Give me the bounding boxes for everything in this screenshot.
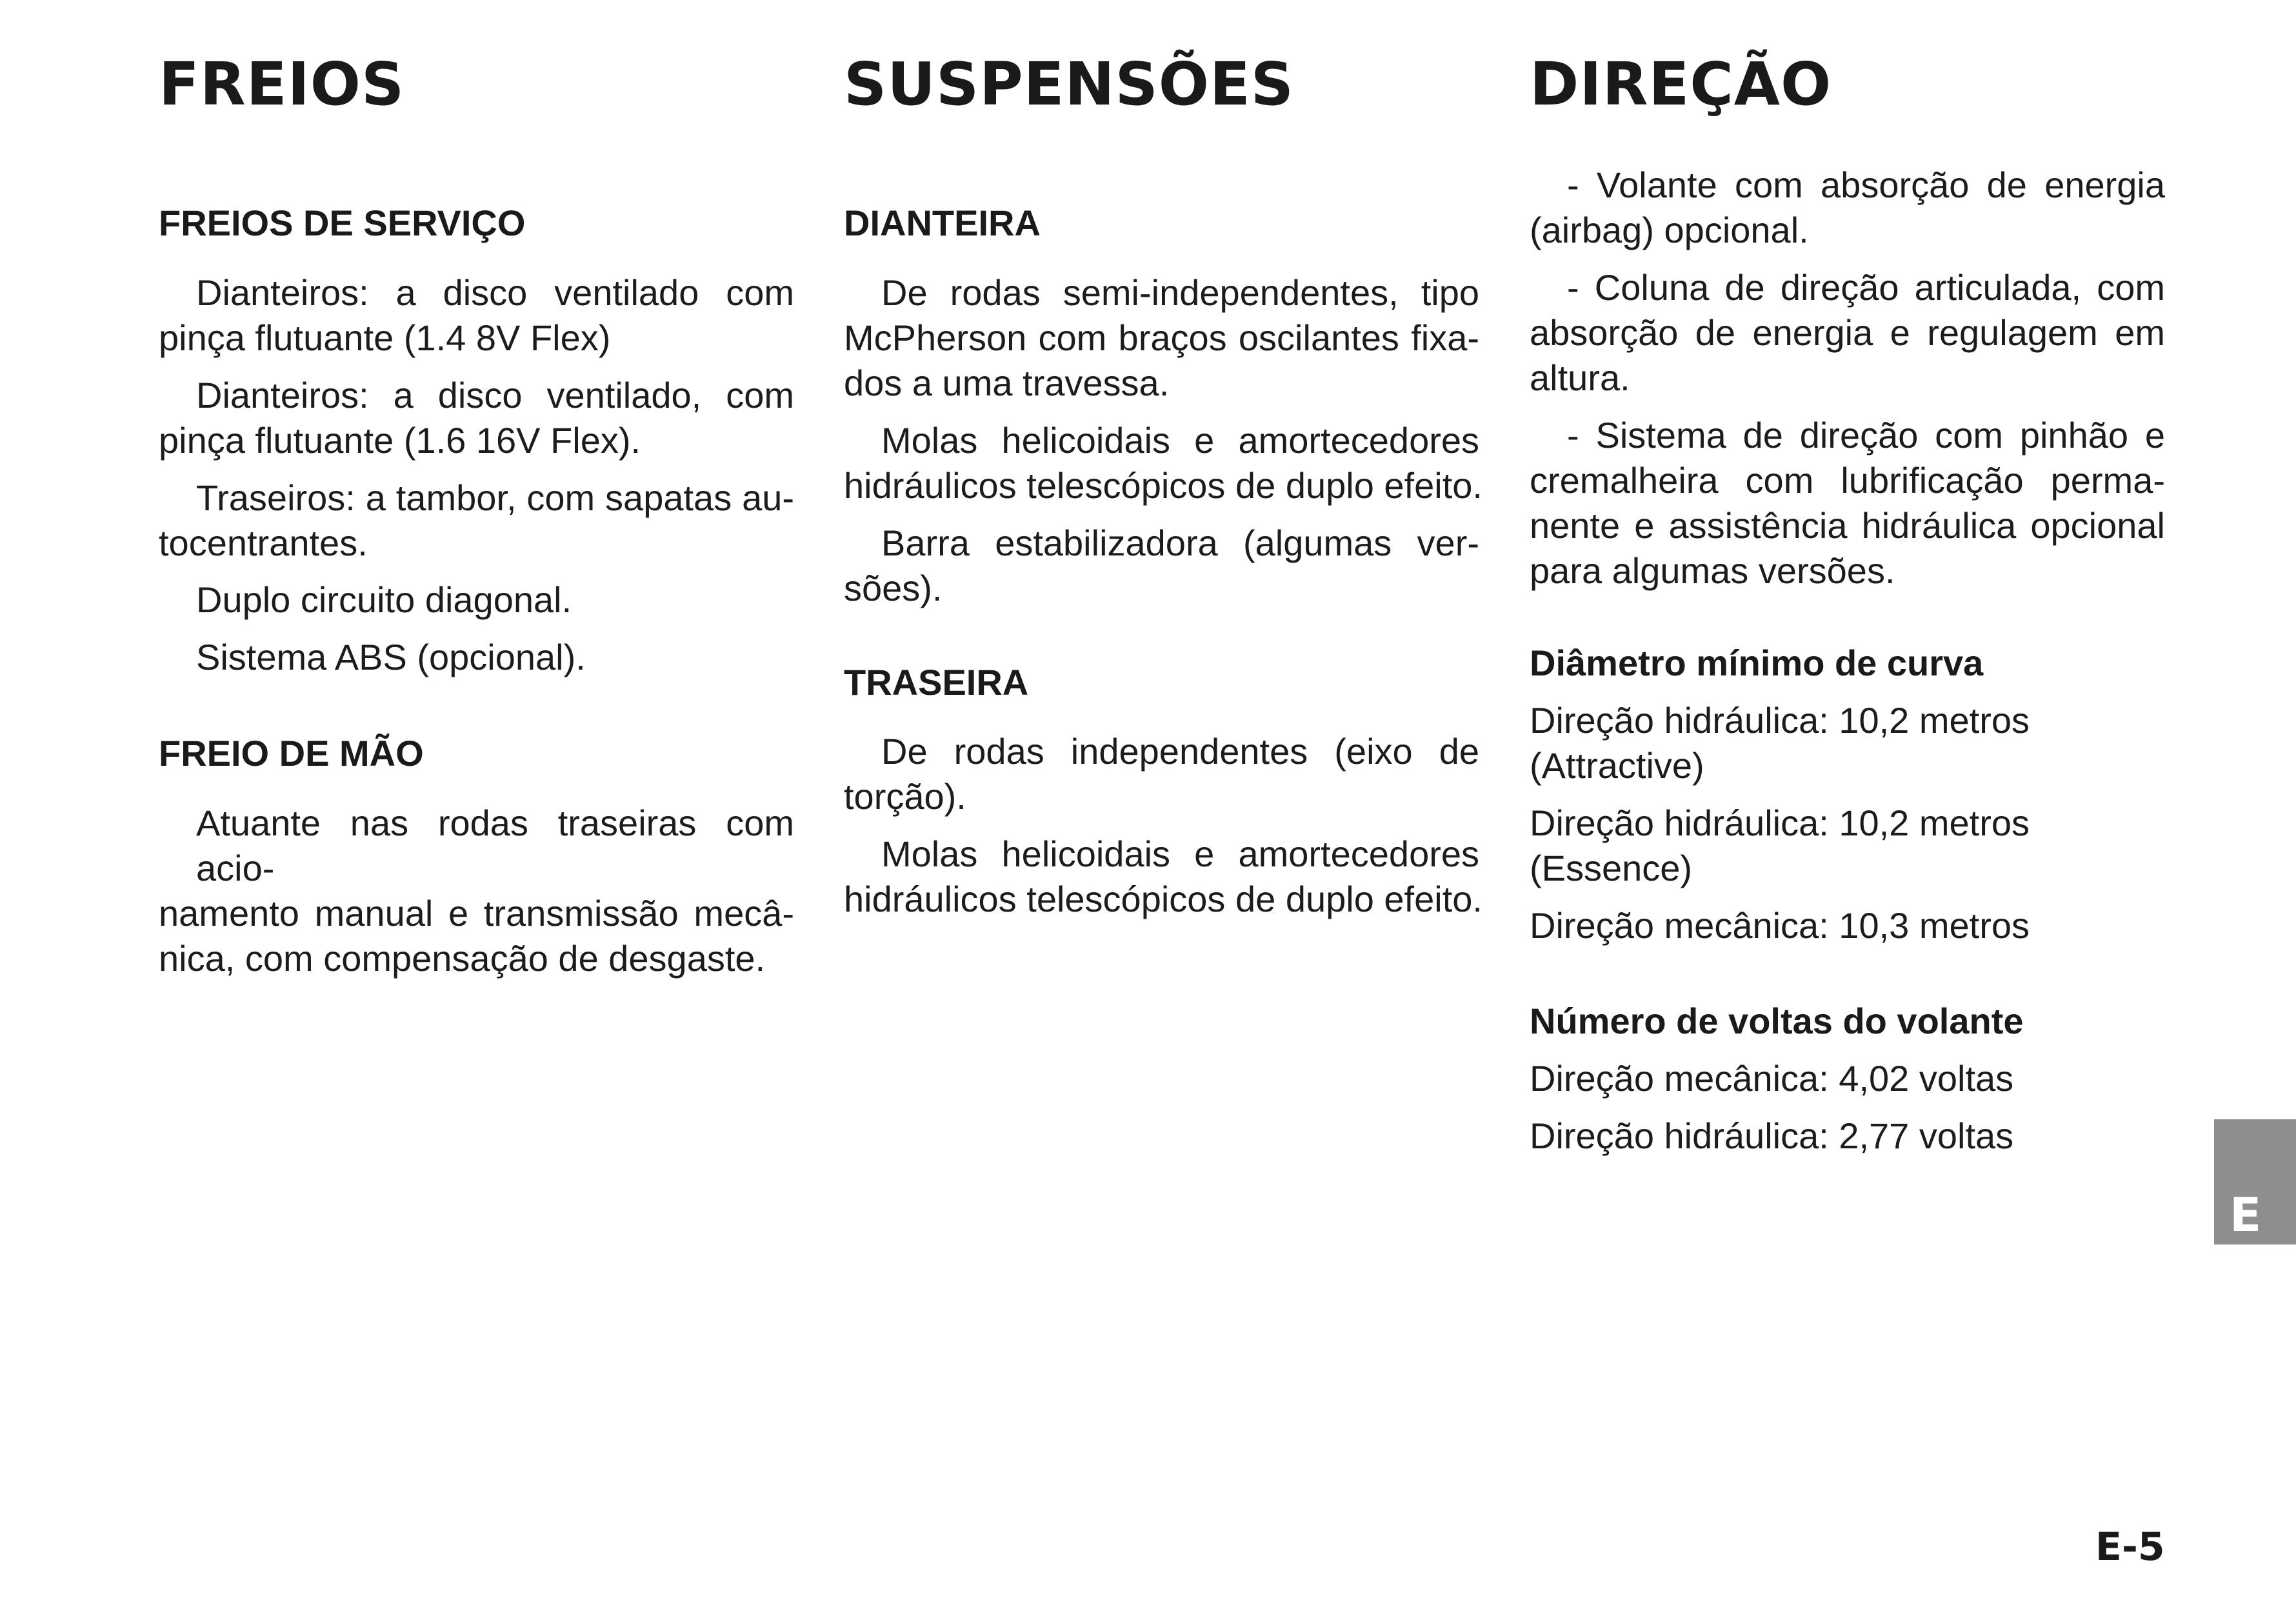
paragraph-traseira-rodas [844, 729, 1479, 819]
text-line: Atuante nas rodas traseiras com acio- [196, 803, 794, 888]
text-line: pinça flutuante (1.4 8V Flex) [159, 317, 611, 358]
paragraph-duplo-circuito [159, 577, 794, 623]
text-line: Duplo circuito diagonal. [196, 579, 572, 620]
text-line: Traseiros: a tambor, com sapatas au- [196, 477, 794, 518]
text-line: Molas helicoidais e amortecedores [881, 834, 1479, 874]
text-line: Dianteiros: a disco ventilado, com [196, 375, 794, 415]
paragraph-curva-mecanica [1530, 903, 2165, 948]
paragraph-sistema-direcao [1530, 413, 2165, 594]
text-line: tocentrantes. [159, 523, 368, 563]
text-line: Dianteiros: a disco ventilado com [196, 272, 794, 313]
text-line: (airbag) opcional. [1530, 210, 1809, 250]
section-tab-letter: E [2230, 1188, 2262, 1242]
text-line: namento manual e transmissão mecâ- [159, 893, 794, 934]
paragraph-voltas-mecanica [1530, 1056, 2165, 1101]
paragraph-traseiros [159, 475, 794, 566]
paragraph-volante [1530, 163, 2165, 253]
text-line: dos a uma travessa. [844, 363, 1170, 403]
paragraph-curva-essence [1530, 801, 2165, 891]
text-line: altura. [1530, 357, 1630, 398]
paragraph-sistema-abs [159, 635, 794, 680]
text-line: Direção hidráulica: 10,2 metros [1530, 700, 2030, 741]
text-line: pinça flutuante (1.6 16V Flex). [159, 420, 641, 461]
paragraph-coluna [1530, 265, 2165, 401]
text-line: Direção hidráulica: 2,77 voltas [1530, 1115, 2014, 1156]
text-line: Direção mecânica: 10,3 metros [1530, 905, 2030, 946]
text-line: Direção mecânica: 4,02 voltas [1530, 1058, 2014, 1099]
text-line: - Sistema de direção com pinhão e [1567, 415, 2165, 455]
paragraph-dianteiros-1 [159, 270, 794, 361]
page-number: E-5 [2095, 1524, 2165, 1570]
text-line: Sistema ABS (opcional). [196, 637, 586, 677]
text-line: nente e assistência hidráulica opcional [1530, 505, 2165, 546]
subheading-diametro-curva: Diâmetro mínimo de curva [1530, 643, 1984, 683]
paragraph-voltas-hidraulica [1530, 1114, 2165, 1159]
paragraph-freio-de-mao [159, 801, 794, 981]
text-line: nica, com compensação de desgaste. [159, 938, 766, 979]
paragraph-traseira-molas [844, 832, 1482, 922]
text-line: McPherson com braços oscilantes fixa- [844, 317, 1479, 358]
subheading-numero-voltas: Número de voltas do volante [1530, 1001, 2024, 1041]
text-line: De rodas semi-independentes, tipo [881, 272, 1479, 313]
text-line: para algumas versões. [1530, 550, 1895, 591]
text-line: hidráulicos telescópicos de duplo efeito. [844, 879, 1482, 919]
text-line: - Volante com absorção de energia [1567, 165, 2165, 205]
subheading-dianteira: DIANTEIRA [844, 203, 1041, 243]
paragraph-curva-attractive [1530, 698, 2165, 788]
text-line: (Attractive) [1530, 745, 1704, 786]
heading-direcao: DIREÇÃO [1530, 50, 1832, 119]
text-line: torção). [844, 776, 966, 817]
text-line: cremalheira com lubrificação perma- [1530, 460, 2165, 501]
subheading-traseira: TRASEIRA [844, 662, 1029, 703]
text-line: Barra estabilizadora (algumas ver- [881, 523, 1479, 563]
subheading-freios-de-servico: FREIOS DE SERVIÇO [159, 203, 526, 243]
text-line: sões). [844, 568, 943, 608]
text-line: hidráulicos telescópicos de duplo efeito. [844, 465, 1482, 506]
text-line: absorção de energia e regulagem em [1530, 312, 2165, 353]
section-tab [2214, 1119, 2296, 1244]
text-line: De rodas independentes (eixo de [881, 731, 1479, 772]
text-line: Direção hidráulica: 10,2 metros [1530, 803, 2030, 843]
paragraph-dianteiros-2 [159, 373, 794, 463]
paragraph-dianteira-molas [844, 418, 1482, 508]
paragraph-barra-estabilizadora [844, 521, 1479, 611]
text-line: - Coluna de direção articulada, com [1567, 267, 2165, 308]
heading-freios: FREIOS [159, 50, 405, 119]
subheading-freio-de-mao: FREIO DE MÃO [159, 733, 424, 774]
heading-suspensoes: SUSPENSÕES [844, 50, 1295, 119]
text-line: Molas helicoidais e amortecedores [881, 420, 1479, 461]
text-line: (Essence) [1530, 848, 1693, 888]
paragraph-dianteira-rodas [844, 270, 1479, 406]
